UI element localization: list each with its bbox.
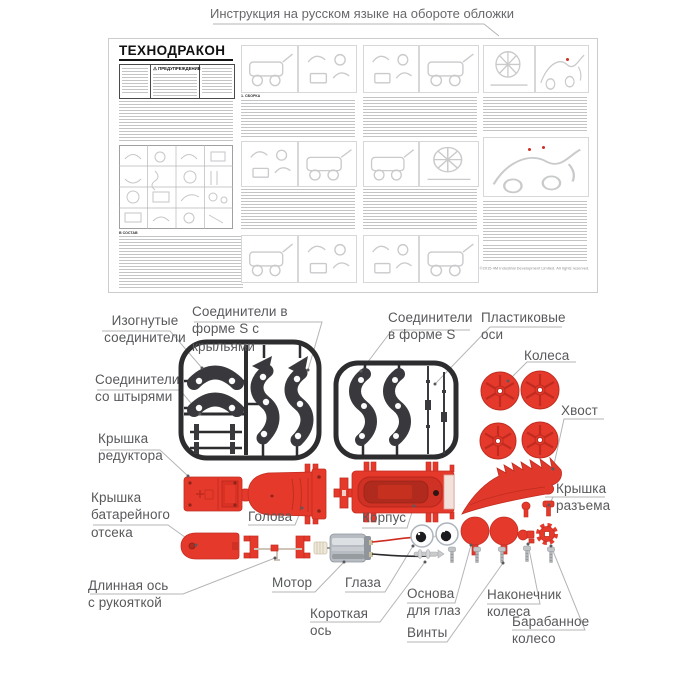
plastic-axle-part xyxy=(425,366,447,454)
label-gearbox-cover: Крышка редуктора xyxy=(98,431,163,464)
label-eyes: Глаза xyxy=(345,575,381,590)
label-pin-connectors: Соединители со штырями xyxy=(95,372,180,405)
label-drum-wheel: Барабанное колесо xyxy=(512,614,590,647)
copyright-text: ©2015 4M Industrial Development Limited. All rights reserved. xyxy=(479,266,589,271)
battery-cover-part xyxy=(181,533,239,559)
short-axle-part xyxy=(414,550,444,559)
label-wheel-tip: Наконечник колеса xyxy=(487,587,562,620)
screws-part xyxy=(449,546,555,563)
label-long-axle: Длинная ось с рукояткой xyxy=(88,578,169,611)
connector-cover-part xyxy=(522,501,554,517)
warning-icon: ⚠ ПРЕДУПРЕЖДЕНИЕ xyxy=(153,66,201,71)
section-assembly-heading: 1. СБОРКА xyxy=(241,94,261,99)
label-motor: Мотор xyxy=(272,575,313,590)
label-head: Голова xyxy=(248,509,293,524)
label-s-connectors: Соединители в форме S xyxy=(388,310,473,343)
label-plastic-axles: Пластиковые оси xyxy=(481,310,566,343)
label-tail: Хвост xyxy=(561,403,598,418)
sheet-title: ТЕХНОДРАКОН xyxy=(119,43,233,61)
drum-wheel-part xyxy=(538,525,556,543)
label-screws: Винты xyxy=(407,625,448,640)
label-connector-cover: Крышка разъема xyxy=(556,481,611,514)
label-battery-cover: Крышка батарейного отсека xyxy=(91,490,170,540)
label-wheels: Колеса xyxy=(524,348,570,363)
top-caption: Инструкция на русском языке на обороте обложки xyxy=(210,6,515,21)
label-eye-base: Основа для глаз xyxy=(407,586,461,619)
s-wing-connector-part xyxy=(246,345,308,456)
gearbox-cover-part xyxy=(184,477,249,511)
sprue-left xyxy=(181,342,319,458)
label-curved-connectors: Изогнутые соединители xyxy=(104,313,186,346)
long-axle-part xyxy=(244,536,310,560)
section-contents-heading: В СОСТАВ xyxy=(119,231,138,236)
warning-title: ПРЕДУПРЕЖДЕНИЕ xyxy=(158,66,201,71)
wheel-tip-part xyxy=(518,530,534,543)
s-connector-part xyxy=(355,365,405,456)
label-body: Корпус xyxy=(362,510,407,525)
wheels-part xyxy=(480,371,559,459)
label-s-connectors-wings: Соединители в форме S с крыльями xyxy=(192,304,288,354)
curved-connector-part xyxy=(184,373,244,412)
eyes-part xyxy=(411,523,458,547)
pin-connector-part xyxy=(190,424,242,454)
sprue-right xyxy=(336,363,456,457)
label-short-axle: Короткая ось xyxy=(310,606,369,639)
